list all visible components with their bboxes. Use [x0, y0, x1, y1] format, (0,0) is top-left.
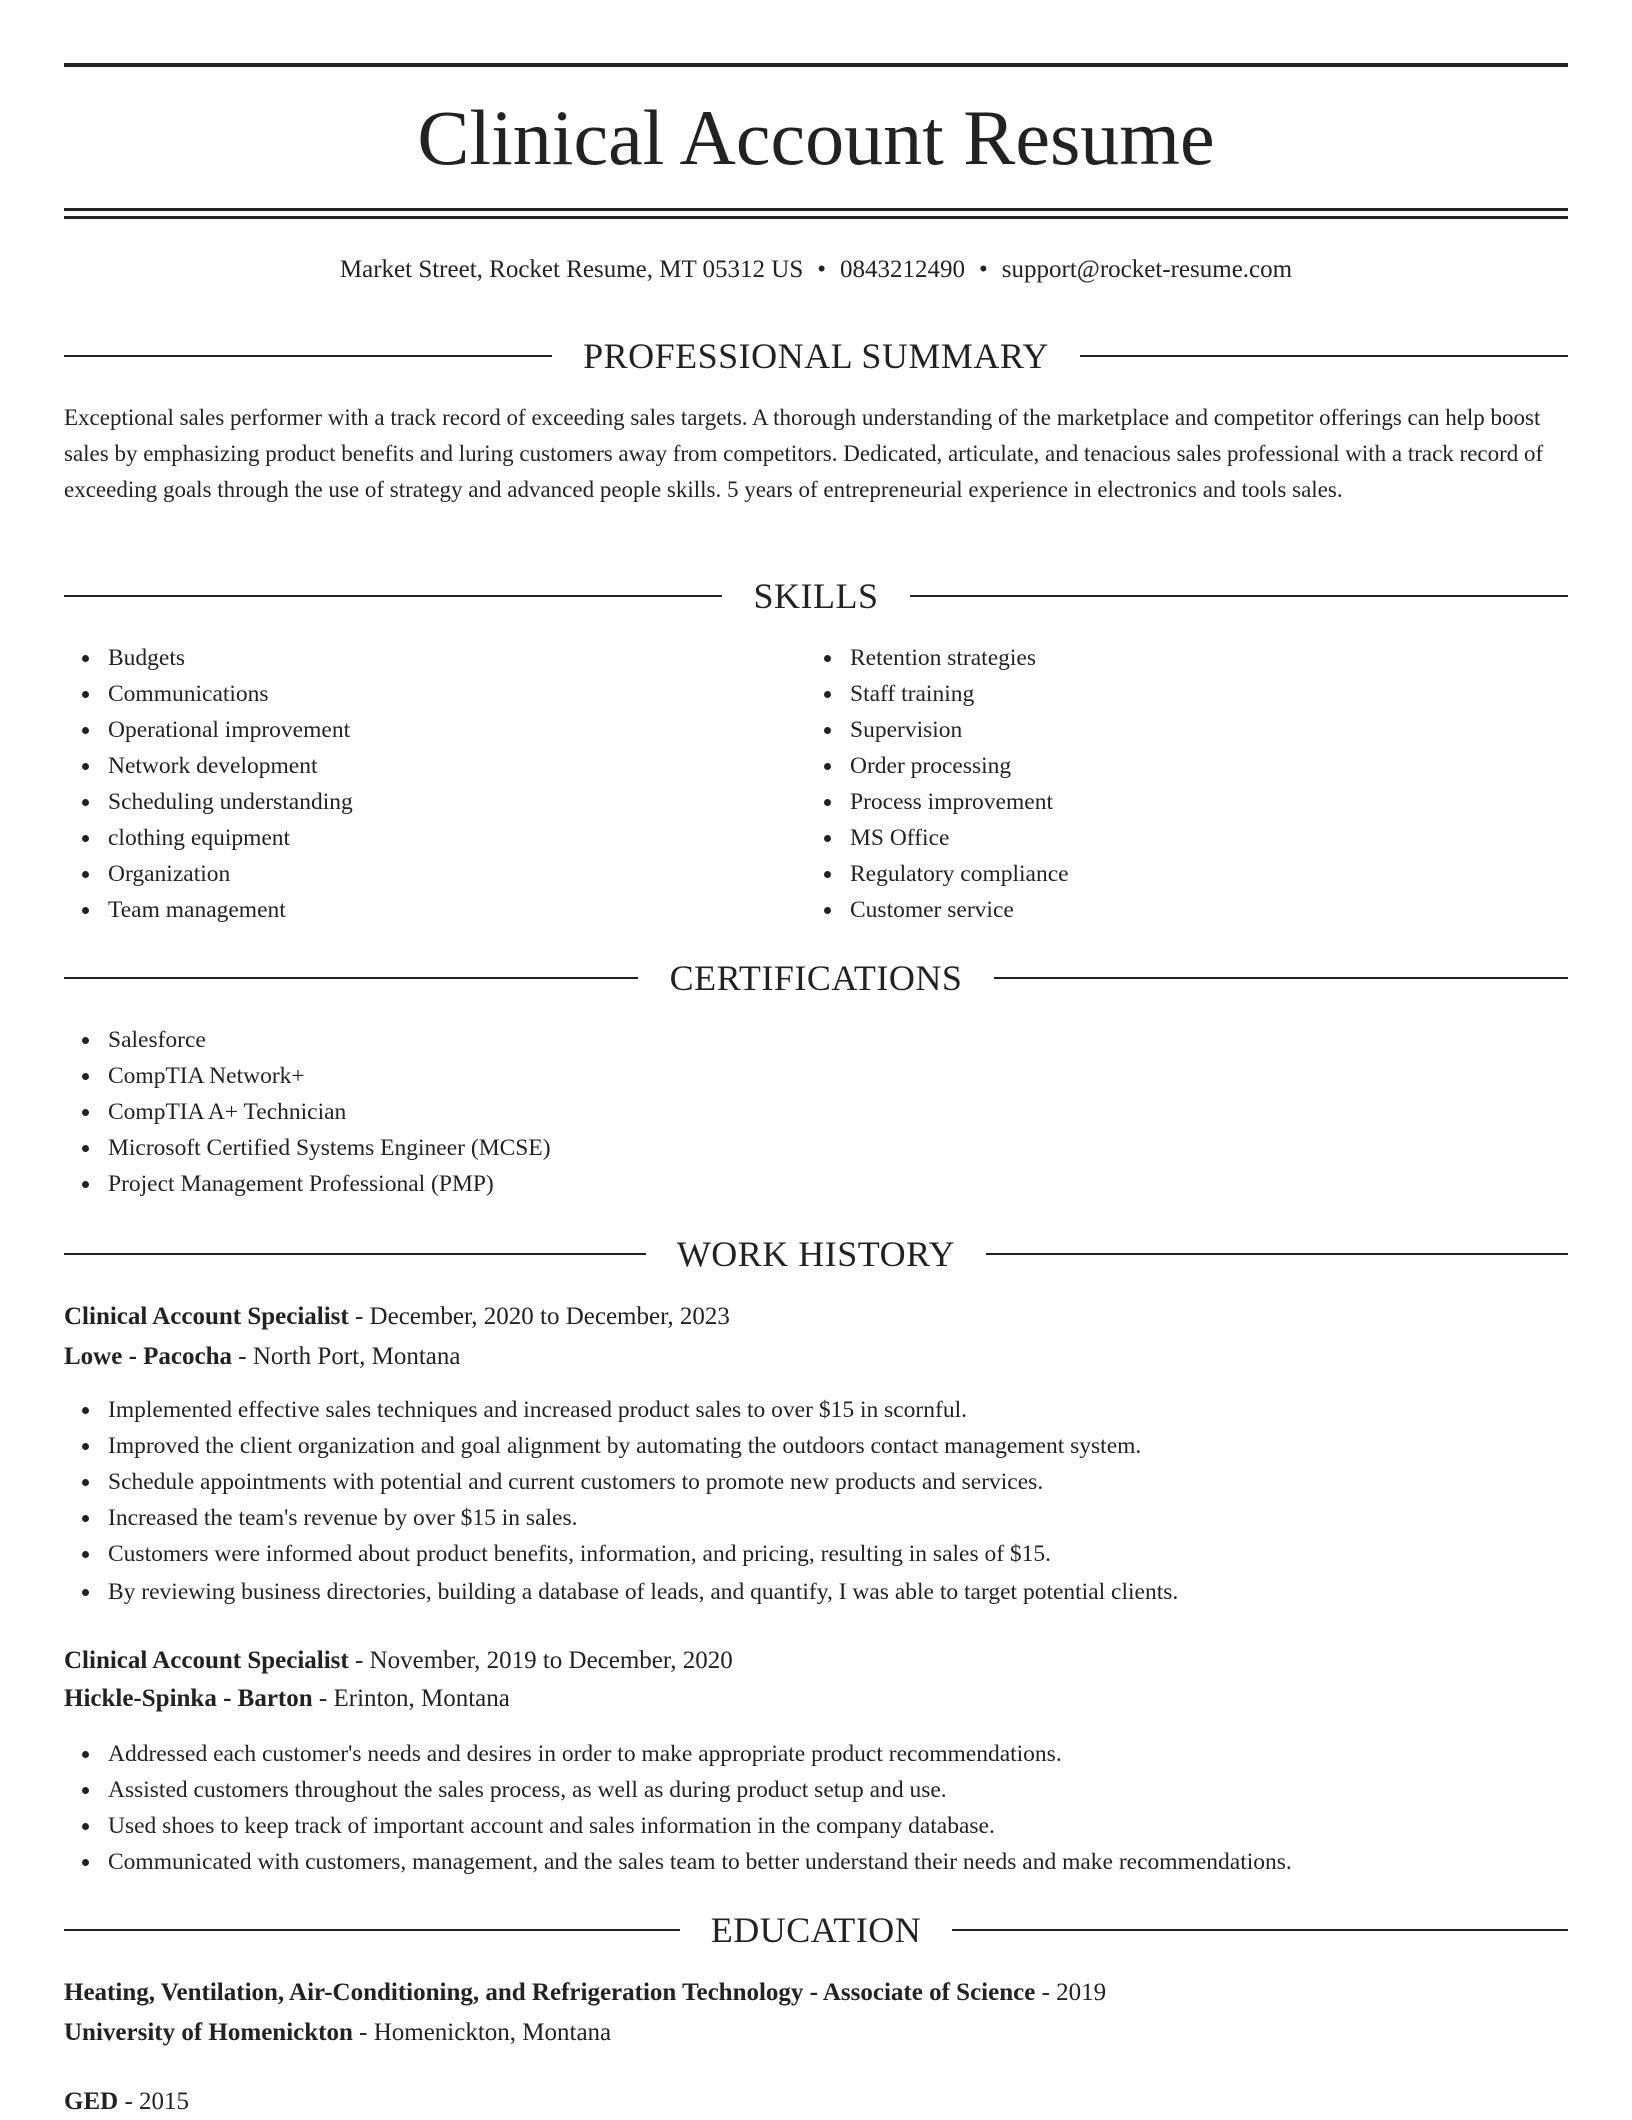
- list-item: By reviewing business directories, building a database of leads, and quantify, I was able to target potential clients.: [108, 1574, 1178, 1610]
- job-bullets: [64, 1736, 1292, 1880]
- heading-label: SKILLS: [753, 576, 879, 616]
- job-title-line: [64, 1643, 1568, 1679]
- job-company-line: [64, 1339, 1568, 1375]
- education-degree-line: [64, 2084, 1568, 2120]
- list-item: Team management: [108, 892, 353, 928]
- section-heading-education: [64, 1905, 1568, 1955]
- job-dates: - December, 2020 to December, 2023: [348, 1303, 730, 1330]
- list-item: Implemented effective sales techniques and increased product sales to over $15 in scornful.: [108, 1392, 1178, 1428]
- job-title: Clinical Account Specialist: [64, 1647, 349, 1674]
- title-double-rule-upper: [64, 208, 1568, 211]
- heading-label: PROFESSIONAL SUMMARY: [583, 336, 1049, 376]
- certifications-list: [64, 1022, 551, 1202]
- list-item: Supervision: [850, 712, 1069, 748]
- job-company: Lowe - Pacocha: [64, 1343, 233, 1370]
- contact-separator: •: [979, 256, 988, 283]
- list-item: Customer service: [850, 892, 1069, 928]
- title-double-rule-lower: [64, 216, 1568, 219]
- top-rule: [64, 63, 1568, 67]
- job-location: - Erinton, Montana: [312, 1685, 510, 1712]
- heading-label: EDUCATION: [710, 1910, 922, 1950]
- list-item: Scheduling understanding: [108, 784, 353, 820]
- list-item: Project Management Professional (PMP): [108, 1166, 551, 1202]
- list-item: Process improvement: [850, 784, 1069, 820]
- list-item: MS Office: [850, 820, 1069, 856]
- section-heading-skills: [64, 571, 1568, 621]
- education-year: - 2015: [118, 2088, 190, 2115]
- list-item: Budgets: [108, 640, 353, 676]
- list-item: Customers were informed about product benefits, information, and pricing, resulting in sales of $15.: [108, 1536, 1178, 1572]
- job-bullets: [64, 1392, 1178, 1610]
- list-item: Operational improvement: [108, 712, 353, 748]
- list-item: Assisted customers throughout the sales process, as well as during product setup and use.: [108, 1772, 1292, 1808]
- list-item: Staff training: [850, 676, 1069, 712]
- education-degree-line: [64, 1975, 1568, 2011]
- job-location: - North Port, Montana: [232, 1343, 461, 1370]
- contact-email[interactable]: support@rocket-resume.com: [1001, 256, 1293, 283]
- list-item: clothing equipment: [108, 820, 353, 856]
- list-item: Improved the client organization and goal alignment by automating the outdoors contact management system.: [108, 1428, 1178, 1464]
- heading-label: WORK HISTORY: [676, 1234, 956, 1274]
- list-item: Microsoft Certified Systems Engineer (MCSE): [108, 1130, 551, 1166]
- education-year: - 2019: [1035, 1979, 1107, 2006]
- page-title: Clinical Account Resume: [417, 94, 1215, 181]
- contact-line: [0, 252, 1632, 288]
- summary-text: Exceptional sales performer with a track record of exceeding sales targets. A thorough understanding of the marketplace and competitor offerings can help boost sales by emphasizing product benefits and luring customers away from competitors. Dedicated, articulate, and tenacious sales professional with a track record of exceeding goals through the use of strategy and advanced people skills. 5 years of entrepreneurial experience in electronics and tools sales.: [64, 405, 1544, 502]
- list-item: Salesforce: [108, 1022, 551, 1058]
- skills-list-left: [64, 640, 353, 928]
- section-heading-summary: [64, 331, 1568, 381]
- contact-phone[interactable]: 0843212490: [840, 256, 966, 283]
- list-item: Addressed each customer's needs and desires in order to make appropriate product recommendations.: [108, 1736, 1292, 1772]
- contact-address: Market Street, Rocket Resume, MT 05312 US: [339, 256, 804, 283]
- list-item: Increased the team's revenue by over $15 in sales.: [108, 1500, 1178, 1536]
- education-school-line: [64, 2015, 1568, 2051]
- list-item: Organization: [108, 856, 353, 892]
- section-heading-certifications: [64, 953, 1568, 1003]
- list-item: Order processing: [850, 748, 1069, 784]
- skills-list-right: [806, 640, 1069, 928]
- list-item: CompTIA A+ Technician: [108, 1094, 551, 1130]
- education-degree: Heating, Ventilation, Air-Conditioning, and Refrigeration Technology - Associate of Science: [64, 1979, 1036, 2006]
- list-item: Regulatory compliance: [850, 856, 1069, 892]
- list-item: Schedule appointments with potential and current customers to promote new products and services.: [108, 1464, 1178, 1500]
- contact-separator: •: [817, 256, 827, 283]
- section-heading-work-history: [64, 1229, 1568, 1279]
- job-company: Hickle-Spinka - Barton: [64, 1685, 313, 1712]
- list-item: CompTIA Network+: [108, 1058, 551, 1094]
- education-school: University of Homenickton: [64, 2019, 353, 2046]
- list-item: Communicated with customers, management, and the sales team to better understand their needs and make recommendations.: [108, 1844, 1292, 1880]
- heading-label: CERTIFICATIONS: [669, 958, 963, 998]
- job-company-line: [64, 1681, 1568, 1717]
- list-item: Used shoes to keep track of important account and sales information in the company database.: [108, 1808, 1292, 1844]
- list-item: Retention strategies: [850, 640, 1069, 676]
- education-degree: GED: [64, 2088, 119, 2115]
- job-title: Clinical Account Specialist: [64, 1303, 349, 1330]
- job-dates: - November, 2019 to December, 2020: [348, 1647, 733, 1674]
- job-title-line: [64, 1299, 1568, 1335]
- list-item: Communications: [108, 676, 353, 712]
- list-item: Network development: [108, 748, 353, 784]
- education-location: - Homenickton, Montana: [352, 2019, 612, 2046]
